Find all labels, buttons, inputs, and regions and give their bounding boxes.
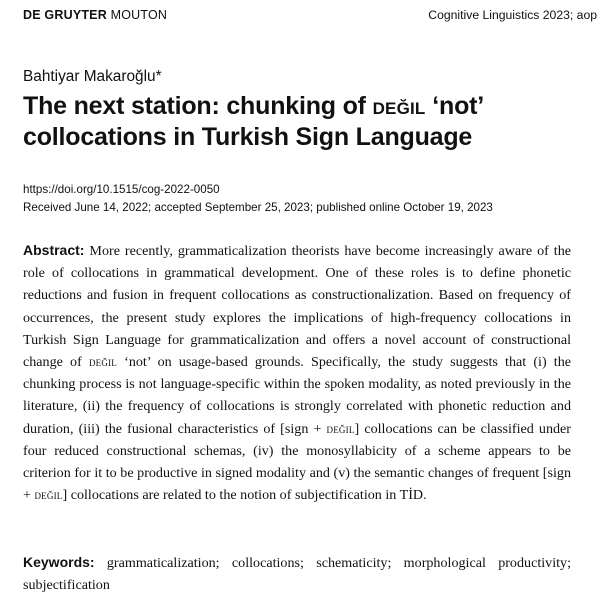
keywords-label: Keywords: — [23, 554, 95, 570]
abstract-smallcaps-term-2: değil — [326, 420, 355, 436]
keywords — [23, 551, 571, 596]
abstract-smallcaps-term-3: değil — [34, 487, 63, 503]
keywords-text: grammaticalization; collocations; schematicity; morphological productivity; subjectification — [23, 555, 571, 594]
publisher-name — [23, 8, 167, 22]
abstract-text-1: More recently, grammaticalization theorists have become increasingly aware of the role of collocations in grammatical development. One of these roles is to define phonetic reductions and fusion in frequent collocations as constructionalization. Based on frequency of occurrences, the present study explores the implications of high-frequency collocations in Turkish Sign Language for grammaticalization and offers a novel account of constructional change of — [23, 243, 571, 371]
abstract-label: Abstract: — [23, 242, 85, 258]
page-header — [23, 5, 597, 25]
abstract-text-4: ] collocations are related to the notion of subjectification in TİD. — [62, 487, 427, 504]
abstract-smallcaps-term-1: değil — [88, 354, 117, 370]
title-smallcaps-term: değil — [372, 93, 426, 120]
article-title — [23, 91, 583, 152]
abstract-text-2: ‘not’ on usage-based grounds. Specifically, the study suggests that (i) the chunking process is not language-specific within the spoken modality, as noted previously in the literature, (ii) the frequency of collocations is strongly correlated with phonetic reduction and duration, (iii) the fusional characteristics of [sign + — [23, 354, 572, 437]
publication-dates: Received June 14, 2022; accepted September 25, 2023; published online October 19, 2023 — [23, 201, 493, 214]
title-part-1: The next station: chunking of — [23, 92, 373, 120]
publisher-name-light: MOUTON — [110, 8, 168, 22]
doi-link[interactable]: https://doi.org/10.1515/cog-2022-0050 — [23, 183, 220, 196]
abstract — [23, 239, 571, 506]
journal-citation: Cognitive Linguistics 2023; aop — [428, 8, 597, 22]
title-part-2: ‘not’ collocations in Turkish Sign Language — [23, 92, 483, 151]
abstract-text-3: ] collocations can be classified under four reduced constructional schemas, (iv) the monosyllabicity of a scheme appears to be criterion for it to be productive in signed modality and (v) the semantic changes of frequent [sign + — [23, 420, 571, 504]
publisher-name-bold: DE GRUYTER — [23, 8, 107, 22]
author-name: Bahtiyar Makaroğlu* — [23, 68, 162, 85]
article-metadata — [23, 181, 583, 217]
